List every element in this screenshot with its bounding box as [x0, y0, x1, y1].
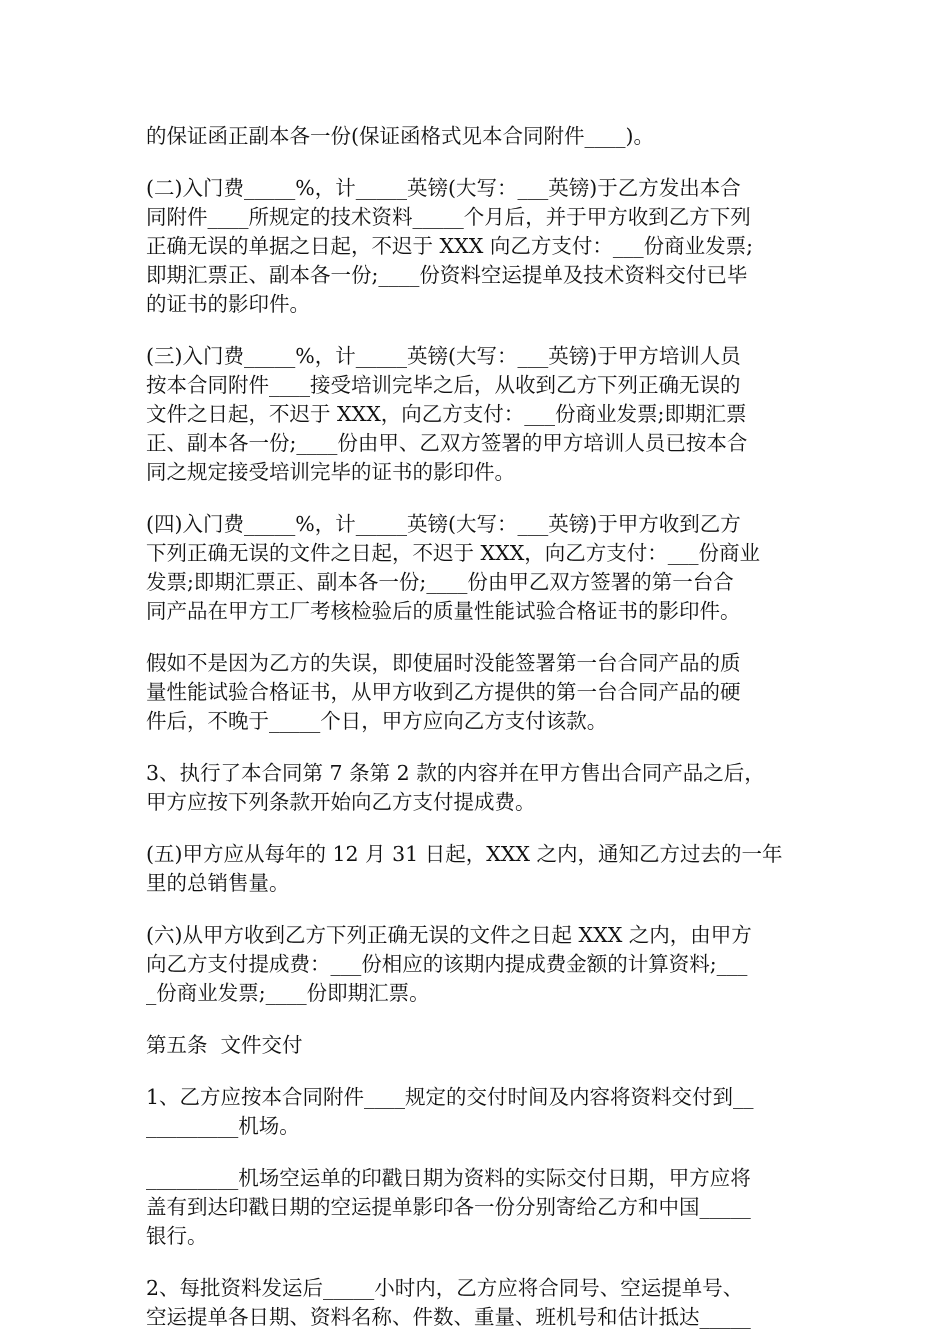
text-line: 假如不是因为乙方的失误，即使届时没能签署第一台合同产品的质 — [146, 651, 741, 675]
text-line: 2、每批资料发运后_____小时内，乙方应将合同号、空运提单号、 — [146, 1276, 744, 1300]
text-line: (三)入门费_____%，计_____英镑(大写：___英镑)于甲方培训人员 — [146, 344, 741, 368]
text-line: 下列正确无误的文件之日起，不迟于 XXX，向乙方支付：___份商业 — [146, 541, 761, 565]
text-line: 的保证函正副本各一份(保证函格式见本合同附件____)。 — [146, 124, 654, 148]
text-line: 发票;即期汇票正、副本各一份;____份由甲乙双方签署的第一台合 — [146, 570, 734, 594]
text-line: 3、执行了本合同第 7 条第 2 款的内容并在甲方售出合同产品之后， — [146, 761, 765, 785]
text-line: 盖有到达印戳日期的空运提单影印各一份分别寄给乙方和中国_____ — [146, 1195, 751, 1219]
text-line: 量性能试验合格证书，从甲方收到乙方提供的第一台合同产品的硬 — [146, 680, 741, 704]
text-line: _________机场。 — [146, 1114, 300, 1138]
text-line: 即期汇票正、副本各一份;____份资料空运提单及技术资料交付已毕 — [146, 263, 748, 287]
text-line: 甲方应按下列条款开始向乙方支付提成费。 — [146, 790, 536, 814]
text-line: _份商业发票;____份即期汇票。 — [146, 981, 430, 1005]
text-line: 按本合同附件____接受培训完毕之后，从收到乙方下列正确无误的 — [146, 373, 741, 397]
text-line: (六)从甲方收到乙方下列正确无误的文件之日起 XXX 之内，由甲方 — [146, 923, 752, 947]
text-line: 空运提单各日期、资料名称、件数、重量、班机号和估计抵达_____ — [146, 1305, 751, 1329]
text-line: 同产品在甲方工厂考核检验后的质量性能试验合格证书的影印件。 — [146, 599, 741, 623]
text-line: 里的总销售量。 — [146, 871, 290, 895]
text-line: 正、副本各一份;____份由甲、乙双方签署的甲方培训人员已按本合 — [146, 431, 748, 455]
text-line: _________机场空运单的印戳日期为资料的实际交付日期，甲方应将 — [146, 1166, 751, 1190]
text-line: 正确无误的单据之日起，不迟于 XXX 向乙方支付：___份商业发票; — [146, 234, 753, 258]
text-line: 的证书的影印件。 — [146, 292, 310, 316]
text-line: 1、乙方应按本合同附件____规定的交付时间及内容将资料交付到__ — [146, 1085, 754, 1109]
section-heading: 第五条 文件交付 — [146, 1033, 303, 1057]
text-line: 向乙方支付提成费：___份相应的该期内提成费金额的计算资料;___ — [146, 952, 748, 976]
text-line: 件后，不晚于_____个日，甲方应向乙方支付该款。 — [146, 709, 608, 733]
text-line: 文件之日起，不迟于 XXX，向乙方支付：___份商业发票;即期汇票 — [146, 402, 747, 426]
text-line: 同之规定接受培训完毕的证书的影印件。 — [146, 460, 515, 484]
text-line: 银行。 — [146, 1224, 208, 1248]
text-line: (五)甲方应从每年的 12 月 31 日起，XXX 之内，通知乙方过去的一年 — [146, 842, 783, 866]
text-line: (四)入门费_____%，计_____英镑(大写：___英镑)于甲方收到乙方 — [146, 512, 741, 536]
text-line: 同附件____所规定的技术资料_____个月后，并于甲方收到乙方下列 — [146, 205, 751, 229]
text-line: (二)入门费_____%，计_____英镑(大写：___英镑)于乙方发出本合 — [146, 176, 741, 200]
